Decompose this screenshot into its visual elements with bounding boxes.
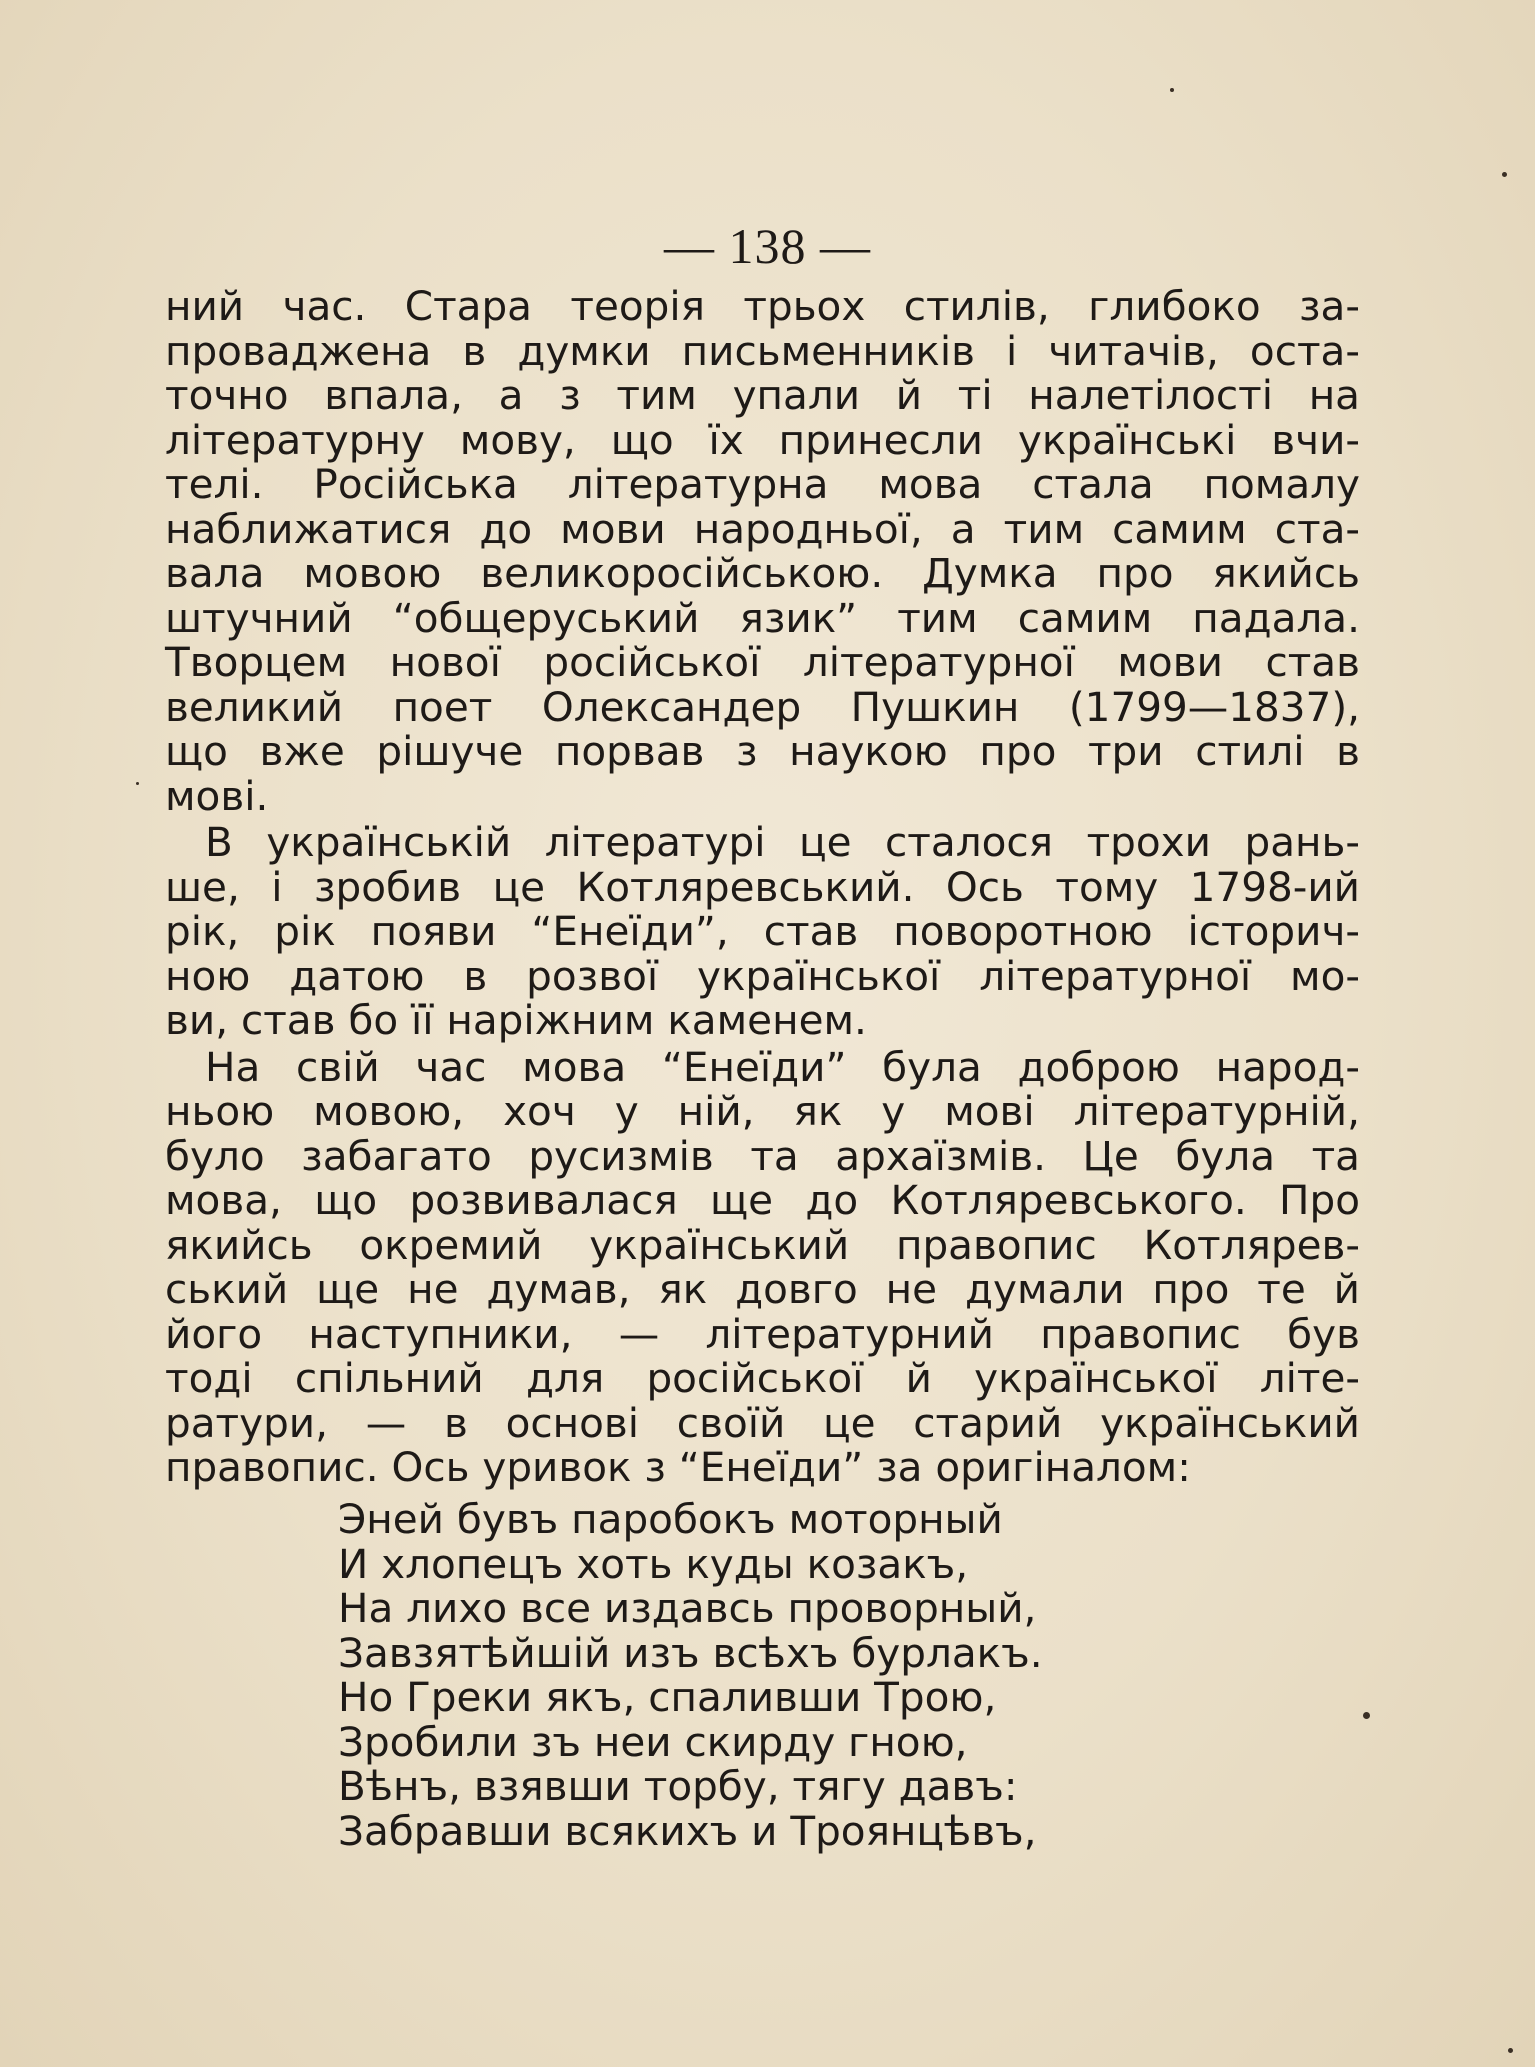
verse-quote xyxy=(338,1497,1043,1853)
text-line: тоді спільний для російської й української літе- xyxy=(165,1354,1360,1402)
paragraph-3 xyxy=(165,1042,1360,1491)
text-line: що вже рішуче порвав з наукою про три стилі в xyxy=(165,727,1360,775)
text-line: ньою мовою, хоч у ній, як у мові літературній, xyxy=(165,1087,1360,1135)
paper-speck xyxy=(1170,88,1174,92)
text-line: мові. xyxy=(165,771,269,820)
text-line: мова, що розвивалася ще до Котляревського. Про xyxy=(165,1176,1360,1224)
text-line: ви, став бо її наріжним каменем. xyxy=(165,996,867,1044)
verse-line: И хлопецъ хоть куды козакъ, xyxy=(338,1539,969,1588)
text-line: його наступники, — літературний правопис був xyxy=(165,1309,1360,1358)
text-line: ський ще не думав, як довго не думали про те й xyxy=(165,1265,1360,1313)
text-line: великий поет Олександер Пушкин (1799—1837), xyxy=(165,682,1360,731)
paper-speck xyxy=(1363,1712,1370,1719)
paper-speck xyxy=(1508,2048,1513,2053)
verse-line: Эней бувъ паробокъ моторный xyxy=(338,1495,1003,1543)
text-line: правопис. Ось уривок з “Енеїди” за оригіналом: xyxy=(165,1443,1191,1491)
text-line: На свій час мова “Енеїди” була доброю народ- xyxy=(205,1042,1360,1091)
text-line: ною датою в розвої української літературної мо- xyxy=(165,951,1360,1000)
text-line: наближатися до мови народньої, а тим самим ста- xyxy=(165,504,1360,553)
text-line: якийсь окремий український правопис Котлярев- xyxy=(165,1220,1360,1269)
page-number: — 138 — xyxy=(664,218,871,274)
text-line: телі. Російська літературна мова стала помалу xyxy=(165,460,1360,508)
text-line: рік, рік появи “Енеїди”, став поворотною історич- xyxy=(165,907,1360,955)
paragraph-1 xyxy=(165,284,1360,818)
body-text xyxy=(165,284,1360,1490)
text-line: ний час. Стара теорія трьох стилів, глибоко за- xyxy=(165,282,1360,330)
verse-line: Завзятѣйшій изъ всѣхъ бурлакъ. xyxy=(338,1628,1043,1677)
verse-line: На лихо все издавсь проворный, xyxy=(338,1584,1037,1632)
text-line: вала мовою великоросійською. Думка про якийсь xyxy=(165,549,1360,597)
text-line: ше, і зробив це Котляревський. Ось тому 1798-ий xyxy=(165,862,1360,911)
text-line: ратури, — в основі своїй це старий український xyxy=(165,1398,1360,1447)
text-line: проваджена в думки письменників і читачів, оста- xyxy=(165,326,1360,375)
text-line: В українській літературі це сталося трохи рань- xyxy=(205,818,1360,866)
paper-speck xyxy=(136,782,139,785)
verse-line: Но Греки якъ, спаливши Трою, xyxy=(338,1673,997,1721)
verse-line: Зробили зъ неи скирду гною, xyxy=(338,1717,968,1766)
text-line: літературну мову, що їх принесли українські вчи- xyxy=(165,415,1360,464)
text-line: було забагато русизмів та архаїзмів. Це була та xyxy=(165,1131,1360,1180)
paper-speck xyxy=(1502,172,1507,177)
verse-line: Вѣнъ, взявши торбу, тягу давъ: xyxy=(338,1762,1018,1810)
paragraph-2 xyxy=(165,820,1360,1043)
text-line: точно впала, а з тим упали й ті налетілості на xyxy=(165,371,1360,419)
text-line: Творцем нової російської літературної мови став xyxy=(165,638,1360,686)
text-line: штучний “общеруський язик” тим самим падала. xyxy=(165,593,1360,642)
verse-line: Забравши всякихъ и Троянцѣвъ, xyxy=(338,1806,1037,1855)
